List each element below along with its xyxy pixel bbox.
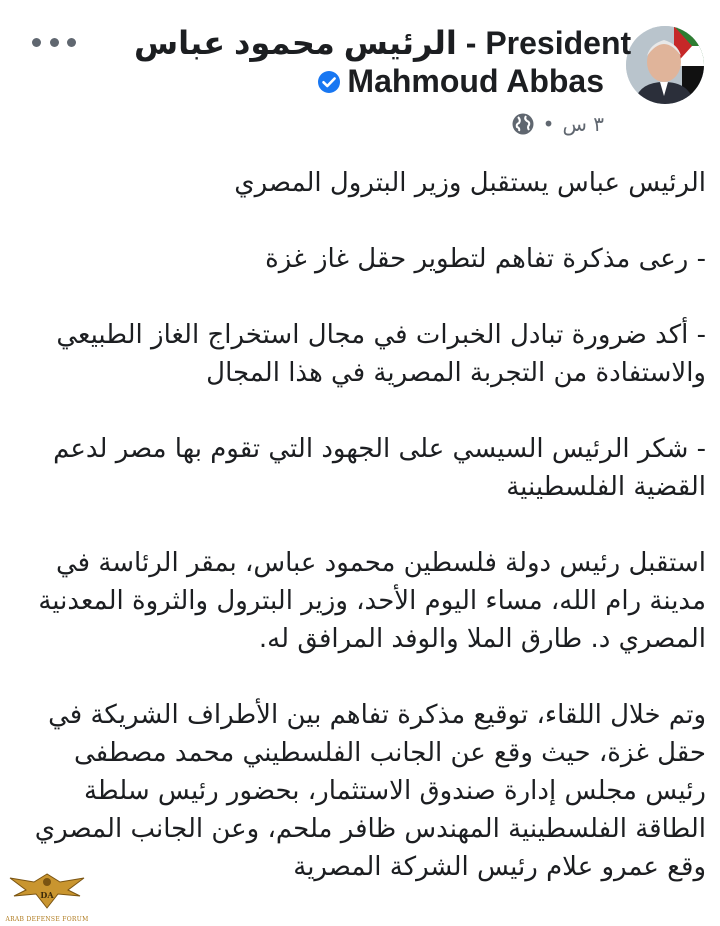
meta-separator: • <box>542 112 555 136</box>
post-paragraph: - شكر الرئيس السيسي على الجهود التي تقوم بها مصر لدعم القضية الفلسطينية <box>53 434 706 502</box>
page-name-surname: Mahmoud Abbas <box>347 63 604 99</box>
post-time[interactable]: ٣ س <box>562 112 604 136</box>
page-name-line-2[interactable] <box>134 62 604 100</box>
more-dot <box>50 38 59 47</box>
page-name-line-1[interactable]: الرئيس محمود عباس - President <box>134 25 632 61</box>
more-options-icon[interactable] <box>32 30 76 54</box>
globe-icon[interactable] <box>511 112 535 136</box>
more-dot <box>32 38 41 47</box>
post-paragraph-title: الرئيس عباس يستقبل وزير البترول المصري <box>234 168 706 198</box>
post-paragraph: - رعى مذكرة تفاهم لتطوير حقل غاز غزة <box>265 244 706 274</box>
watermark-text: ARAB DEFENSE FORUM <box>5 916 89 923</box>
post-paragraph: استقبل رئيس دولة فلسطين محمود عباس، بمقر الرئاسة في مدينة رام الله، مساء اليوم الأحد، وزير البترول والثروة المعدنية المصري د. طارق الملا والوفد المرافق له. <box>38 548 706 654</box>
forum-watermark <box>4 868 90 924</box>
post-meta <box>511 112 604 136</box>
post-header <box>0 20 720 140</box>
avatar[interactable] <box>626 26 704 104</box>
svg-text:DA: DA <box>40 890 54 900</box>
verified-badge-icon <box>317 64 341 88</box>
avatar-photo <box>626 26 704 104</box>
more-dot <box>67 38 76 47</box>
eagle-logo-icon <box>4 868 90 912</box>
post-paragraph: - أكد ضرورة تبادل الخبرات في مجال استخراج الغاز الطبيعي والاستفادة من التجربة المصرية في هذا المجال <box>56 320 706 388</box>
post-body <box>10 164 706 924</box>
post-paragraph: وتم خلال اللقاء، توقيع مذكرة تفاهم بين الأطراف الشريكة في حقل غزة، حيث وقع عن الجانب الفلسطيني محمد مصطفى رئيس مجلس إدارة صندوق الاستثمار، بحضور رئيس سلطة الطاقة الفلسطينية المهندس ظافر ملحم، وعن الجانب المصري وقع عمرو علام رئيس الشركة المصرية <box>34 700 706 882</box>
page-name[interactable] <box>134 24 632 100</box>
